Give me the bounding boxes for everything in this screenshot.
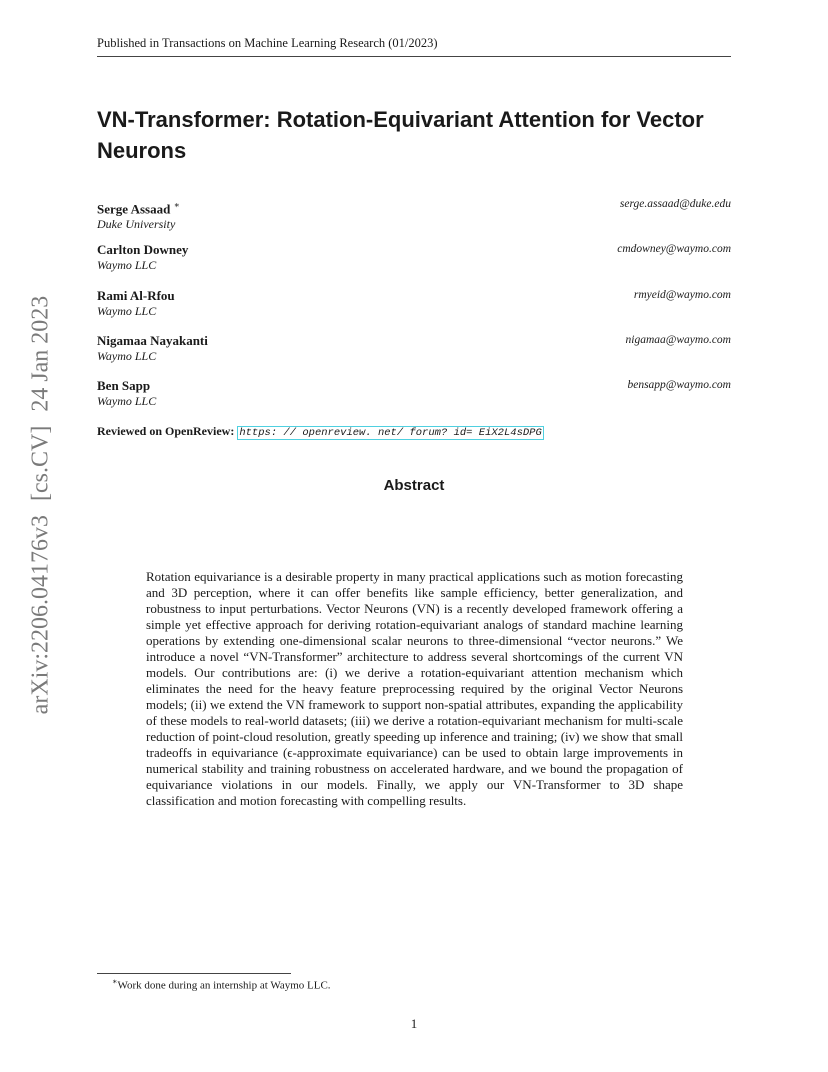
- journal-header: Published in Transactions on Machine Learning Research (01/2023): [97, 36, 731, 57]
- author-name: Carlton Downey: [97, 242, 189, 257]
- openreview-link[interactable]: https: // openreview. net/ forum? id= EiX2L4sDPG: [239, 427, 542, 439]
- arxiv-id[interactable]: arXiv:2206.04176v3: [27, 515, 54, 715]
- footnote-text: Work done during an internship at Waymo LLC.: [117, 979, 331, 992]
- author-entry: [97, 288, 731, 319]
- author-name: Nigamaa Nayakanti: [97, 333, 208, 348]
- paper-title: VN-Transformer: Rotation-Equivariant Attention for Vector Neurons: [97, 107, 704, 163]
- author-name: Rami Al-Rfou: [97, 288, 175, 303]
- author-affiliation: Waymo LLC: [97, 258, 157, 272]
- openreview-line: [97, 424, 544, 439]
- author-affiliation: Waymo LLC: [97, 304, 157, 318]
- author-name: Ben Sapp: [97, 378, 151, 393]
- footnote: [112, 977, 331, 992]
- abstract-text: Rotation equivariance is a desirable property in many practical applications such as motion forecasting and 3D perception, where it can offer benefits like sample efficiency, better generalization, and robustness to input perturbations. Vector Neurons (VN) is a recently developed framework offering a simple yet effective approach for deriving rotation-equivariant analogs of standard machine learning operations by extending one-dimensional scalar neurons to three-dimensional “vector neurons.” We introduce a novel “VN-Transformer” architecture to address several shortcomings of the current VN models. Our contributions are: (i) we derive a rotation-equivariant attention mechanism which eliminates the need for the heavy feature preprocessing required by the original Vector Neurons models; (ii) we extend the VN framework to support non-spatial attributes, expanding the applicability of these models to real-world datasets; (iii) we derive a rotation-equivariant mechanism for multi-scale reduction of point-cloud resolution, greatly speeding up inference and training; (iv) we show that small tradeoffs in equivariance (ϵ-approximate equivariance) can be used to obtain large improvements in numerical stability and training robustness on accelerated hardware, and we bound the propagation of equivariance violations in our models. Finally, we apply our VN-Transformer to 3D shape classification and motion forecasting with compelling results.: [146, 569, 683, 808]
- author-email[interactable]: bensapp@waymo.com: [627, 379, 731, 391]
- page-number: 1: [410, 1016, 418, 1031]
- author-email[interactable]: cmdowney@waymo.com: [617, 243, 731, 255]
- author-affiliation: Waymo LLC: [97, 394, 157, 408]
- footnote-mark: ∗: [173, 200, 180, 210]
- author-affiliation: Duke University: [97, 217, 176, 232]
- author-email[interactable]: serge.assaad@duke.edu: [619, 198, 731, 210]
- author-name: Serge Assaad: [97, 201, 171, 217]
- author-email[interactable]: nigamaa@waymo.com: [625, 334, 731, 346]
- author-entry: [97, 333, 731, 364]
- arxiv-date: 24 Jan 2023: [27, 295, 54, 412]
- abstract-heading: Abstract: [383, 477, 445, 494]
- author-email[interactable]: rmyeid@waymo.com: [633, 289, 731, 301]
- author-entry: [97, 242, 731, 273]
- arxiv-stamp: [28, 282, 55, 715]
- author-entry: [97, 378, 731, 409]
- author-entry: [97, 197, 731, 232]
- footnote-mark: ∗: [112, 977, 118, 986]
- footnote-divider: [97, 973, 291, 974]
- arxiv-category: [cs.CV]: [27, 425, 54, 502]
- author-affiliation: Waymo LLC: [97, 349, 157, 363]
- openreview-label: Reviewed on OpenReview:: [97, 424, 235, 438]
